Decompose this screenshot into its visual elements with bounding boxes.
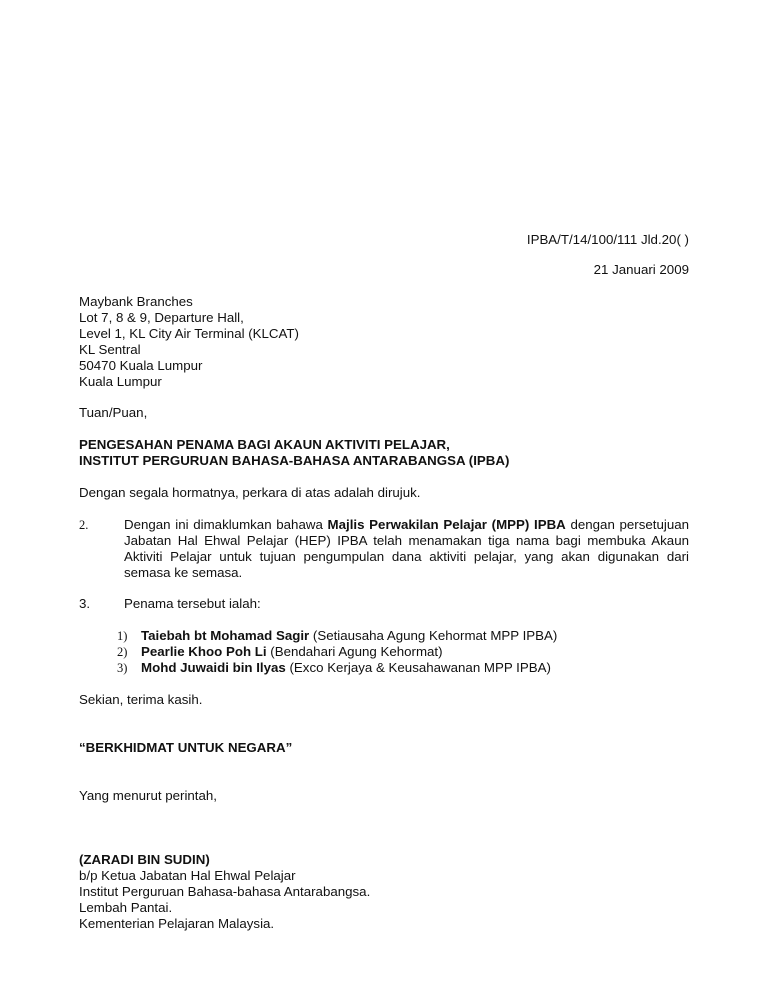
- signatory-line: Kementerian Pelajaran Malaysia.: [79, 916, 275, 931]
- signatory-line: Institut Perguruan Bahasa-bahasa Antarabangsa.: [79, 884, 371, 899]
- salutation: Tuan/Puan,: [79, 405, 148, 420]
- nominee-name: Pearlie Khoo Poh Li: [141, 644, 267, 659]
- paragraph-number: 2.: [79, 518, 89, 532]
- signatory-line: Lembah Pantai.: [79, 900, 173, 915]
- signatory-block: [79, 852, 370, 932]
- list-item: [117, 644, 443, 660]
- address-line: Maybank Branches: [79, 294, 193, 309]
- nominee-name: Taiebah bt Mohamad Sagir: [141, 628, 310, 643]
- intro-paragraph: Dengan segala hormatnya, perkara di atas adalah dirujuk.: [79, 485, 421, 500]
- address-line: Lot 7, 8 & 9, Departure Hall,: [79, 310, 244, 325]
- address-line: Level 1, KL City Air Terminal (KLCAT): [79, 326, 299, 341]
- motto: “BERKHIDMAT UNTUK NEGARA”: [79, 740, 293, 755]
- valediction: Yang menurut perintah,: [79, 788, 217, 803]
- address-line: KL Sentral: [79, 342, 141, 357]
- nominee-role: (Setiausaha Agung Kehormat MPP IPBA): [309, 628, 558, 643]
- subject-heading: [79, 437, 509, 469]
- list-item: [117, 660, 551, 676]
- paragraph-text: Dengan ini dimaklumkan bahawa: [124, 517, 328, 532]
- nominee-role: (Exco Kerjaya & Keusahawanan MPP IPBA): [285, 660, 551, 675]
- paragraph-bold-text: Majlis Perwakilan Pelajar (MPP) IPBA: [327, 517, 566, 532]
- reference-number: IPBA/T/14/100/111 Jld.20( ): [526, 232, 689, 247]
- paragraph-text: dengan persetujuan Jabatan Hal Ehwal Pelajar (HEP) IPBA telah menamakan tiga nama bagi membuka Akaun Aktiviti Pelajar untuk tujuan pengumpulan dana aktiviti pelajar, yang akan digunakan dari semasa ke semasa.: [124, 517, 690, 580]
- recipient-address: [79, 294, 299, 390]
- nominee-role: (Bendahari Agung Kehormat): [266, 644, 443, 659]
- paragraph-number: 3.: [79, 596, 91, 611]
- list-item: [117, 628, 557, 644]
- subject-line: INSTITUT PERGURUAN BAHASA-BAHASA ANTARABANGSA (IPBA): [79, 453, 510, 468]
- closing-line: Sekian, terima kasih.: [79, 692, 203, 707]
- letter-date: 21 Januari 2009: [593, 262, 689, 277]
- paragraph-3: Penama tersebut ialah:: [124, 596, 261, 611]
- address-line: Kuala Lumpur: [79, 374, 162, 389]
- paragraph-2: [124, 517, 689, 581]
- list-number: 3): [117, 661, 128, 675]
- list-number: 1): [117, 629, 128, 643]
- signatory-line: b/p Ketua Jabatan Hal Ehwal Pelajar: [79, 868, 296, 883]
- list-number: 2): [117, 645, 128, 659]
- address-line: 50470 Kuala Lumpur: [79, 358, 203, 373]
- subject-line: PENGESAHAN PENAMA BAGI AKAUN AKTIVITI PELAJAR,: [79, 437, 450, 452]
- signatory-name: (ZARADI BIN SUDIN): [79, 852, 210, 867]
- nominee-name: Mohd Juwaidi bin Ilyas: [141, 660, 286, 675]
